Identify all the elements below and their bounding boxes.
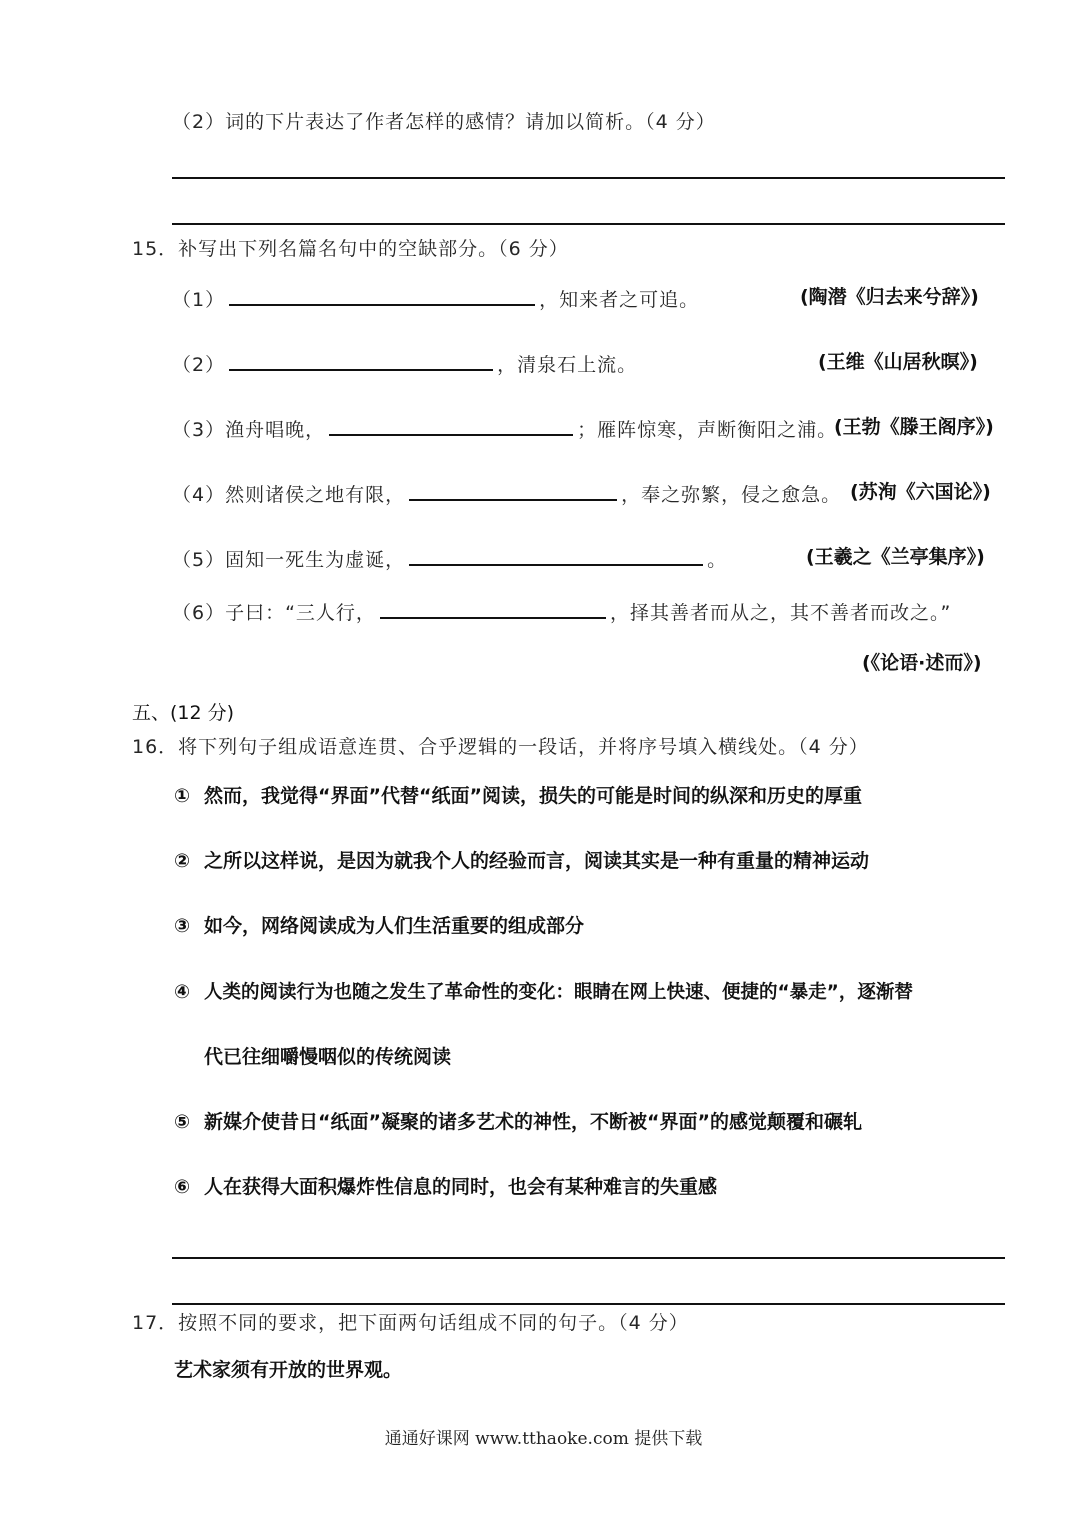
q14-part2-prompt: （2）词的下片表达了作者怎样的感情？请加以简析。（4 分） bbox=[172, 111, 716, 133]
q15-item-1 bbox=[172, 284, 699, 313]
fill-blank[interactable] bbox=[229, 284, 535, 306]
answer-line[interactable] bbox=[172, 223, 1005, 225]
sentence-item-3 bbox=[174, 913, 584, 939]
item-marker: ③ bbox=[174, 915, 191, 937]
source-citation: (王羲之《兰亭集序》) bbox=[806, 546, 985, 568]
fill-blank[interactable] bbox=[329, 414, 573, 436]
source-citation: (王维《山居秋暝》) bbox=[818, 351, 978, 373]
item-number: （2） bbox=[172, 354, 226, 376]
item-text-after: ，清泉石上流。 bbox=[497, 354, 638, 376]
item-number: （5） bbox=[172, 549, 226, 571]
sentence-item-5 bbox=[174, 1109, 862, 1135]
answer-line[interactable] bbox=[172, 177, 1005, 179]
sentence-item-6 bbox=[174, 1174, 717, 1200]
item-text-before: 渔舟唱晚， bbox=[225, 419, 326, 441]
item-text-after: ；雁阵惊寒，声断衡阳之浦。 bbox=[577, 419, 838, 441]
sentence-text: 人类的阅读行为也随之发生了革命性的变化：眼睛在网上快速、便捷的“暴走”，逐渐替 bbox=[204, 982, 913, 1003]
sentence-text: 如今，网络阅读成为人们生活重要的组成部分 bbox=[204, 915, 585, 937]
sentence-item-4 bbox=[174, 979, 913, 1006]
source-citation: (陶潜《归去来兮辞》) bbox=[800, 286, 979, 308]
source-citation: (王勃《滕王阁序》) bbox=[834, 416, 994, 438]
item-number: （1） bbox=[172, 289, 226, 311]
item-text-before: 然则诸侯之地有限， bbox=[225, 484, 406, 506]
item-text-after: 。 bbox=[707, 549, 728, 571]
sentence-item-2 bbox=[174, 848, 869, 874]
sentence-text: 之所以这样说，是因为就我个人的经验而言，阅读其实是一种有重量的精神运动 bbox=[204, 850, 870, 872]
source-citation: (苏洵《六国论》) bbox=[850, 481, 991, 503]
sentence-text: 人在获得大面积爆炸性信息的同时，也会有某种难言的失重感 bbox=[204, 1176, 718, 1198]
section-heading: 五、(12 分) bbox=[132, 702, 235, 724]
sentence-item-1 bbox=[174, 783, 862, 809]
sentence-item-4-continuation: 代已往细嚼慢咽似的传统阅读 bbox=[204, 1046, 452, 1068]
fill-blank[interactable] bbox=[409, 544, 703, 566]
q16-title: 16．将下列句子组成语意连贯、合乎逻辑的一段话，并将序号填入横线处。（4 分） bbox=[132, 736, 869, 758]
item-number: （6） bbox=[172, 602, 226, 624]
item-text-after: ，知来者之可追。 bbox=[539, 289, 700, 311]
item-number: （3） bbox=[172, 419, 226, 441]
answer-line[interactable] bbox=[172, 1303, 1005, 1305]
q15-item-4 bbox=[172, 479, 841, 508]
q15-item-3 bbox=[172, 414, 837, 443]
item-text-after: ，择其善者而从之，其不善者而改之。” bbox=[609, 602, 952, 624]
fill-blank[interactable] bbox=[409, 479, 617, 501]
sentence-text: 新媒介使昔日“纸面”凝聚的诸多艺术的神性，不断被“界面”的感觉颠覆和碾轧 bbox=[204, 1111, 862, 1133]
q15-item-5 bbox=[172, 544, 727, 573]
item-text-before: 固知一死生为虚诞， bbox=[225, 549, 406, 571]
item-marker: ② bbox=[174, 850, 191, 872]
fill-blank[interactable] bbox=[229, 349, 493, 371]
q15-item-2 bbox=[172, 349, 637, 378]
item-marker: ⑤ bbox=[174, 1111, 191, 1133]
sentence-text: 然而，我觉得“界面”代替“纸面”阅读，损失的可能是时间的纵深和历史的厚重 bbox=[204, 785, 862, 807]
answer-line[interactable] bbox=[172, 1257, 1005, 1259]
item-marker: ① bbox=[174, 785, 191, 807]
item-text-after: ，奉之弥繁，侵之愈急。 bbox=[621, 484, 842, 506]
fill-blank[interactable] bbox=[380, 597, 606, 619]
q15-item-6 bbox=[172, 597, 951, 626]
page-footer: 通通好课网 www.tthaoke.com 提供下载 bbox=[384, 1429, 703, 1449]
q17-sentence: 艺术家须有开放的世界观。 bbox=[174, 1359, 403, 1381]
item-marker: ④ bbox=[174, 981, 191, 1003]
item-number: （4） bbox=[172, 484, 226, 506]
item-text-before: 子曰：“三人行， bbox=[225, 602, 376, 624]
q17-title: 17．按照不同的要求，把下面两句话组成不同的句子。（4 分） bbox=[132, 1312, 689, 1334]
q15-title: 15．补写出下列名篇名句中的空缺部分。（6 分） bbox=[132, 238, 569, 260]
item-marker: ⑥ bbox=[174, 1176, 191, 1198]
source-citation: (《论语·述而》) bbox=[862, 652, 982, 674]
